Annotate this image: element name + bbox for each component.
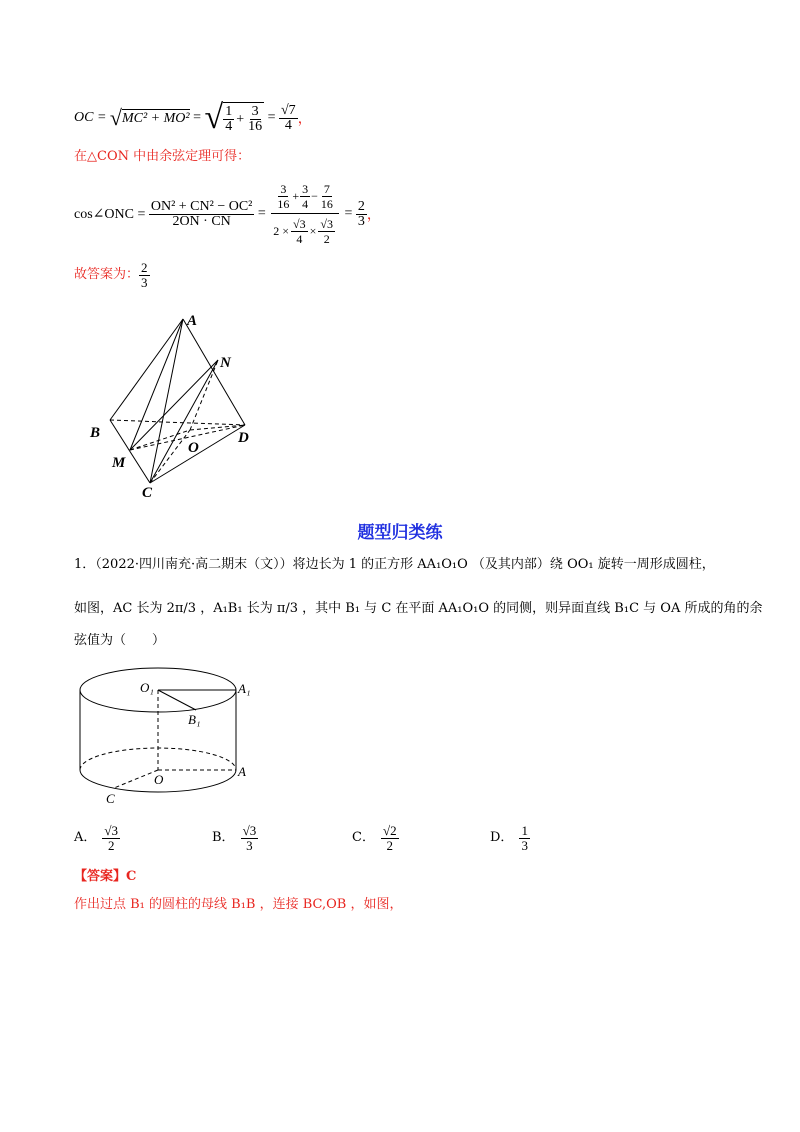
oc-frac1-den: 4 xyxy=(225,119,233,134)
option-a-num: √3 xyxy=(104,822,119,838)
cos-t1-d: 16 xyxy=(277,196,290,211)
oc-frac3 xyxy=(279,104,298,133)
answer-line xyxy=(74,258,150,292)
fig2-label-A1: A₁ xyxy=(238,681,251,696)
cos-big-den: 2 × $\frac{√3}{4}$ × $\frac{√3}{2}$ xyxy=(273,216,334,246)
option-d-frac xyxy=(519,824,530,853)
fig1-label-N: N xyxy=(220,355,231,371)
answer-frac xyxy=(139,261,150,290)
cos-b1-n: √3 xyxy=(293,216,306,231)
option-b-letter: B． xyxy=(212,830,235,845)
explanation: 作出过点 B₁ 的圆柱的母线 B₁B ，连接 BC,OB ，如图， xyxy=(74,897,403,912)
fig1-label-M: M xyxy=(112,455,126,471)
fig1-label-D: D xyxy=(238,430,249,446)
cos-result-num: 2 xyxy=(357,198,365,214)
cos-b1-d: 4 xyxy=(296,231,303,246)
option-a[interactable] xyxy=(74,818,120,858)
option-b-den: 3 xyxy=(246,837,253,853)
option-c-den: 2 xyxy=(386,837,394,853)
cos-b2-d: 2 xyxy=(323,231,330,246)
oc-frac2-num: 3 xyxy=(251,104,259,119)
cos-b2-n: √3 xyxy=(320,216,334,231)
section-title: 题型归类练 xyxy=(357,523,443,543)
tetrahedron-figure xyxy=(80,305,280,505)
option-c-num: √2 xyxy=(382,822,397,838)
option-d-den: 3 xyxy=(521,837,528,853)
option-d[interactable] xyxy=(490,818,530,858)
option-a-den: 2 xyxy=(107,837,115,853)
question-line-3: 弦值为（ ） xyxy=(74,633,166,648)
answer-num: 2 xyxy=(141,259,148,275)
option-d-num: 1 xyxy=(521,822,528,838)
oc-tail: ， xyxy=(297,112,312,127)
oc-lhs: OC = xyxy=(74,110,107,125)
option-c-letter: C． xyxy=(352,830,375,845)
oc-frac3-den: 4 xyxy=(284,117,292,133)
option-b[interactable] xyxy=(212,818,258,858)
cos-result-den: 3 xyxy=(357,213,365,229)
cos-t2-n: 3 xyxy=(302,181,309,196)
option-b-num: √3 xyxy=(242,822,257,838)
answer-den: 3 xyxy=(141,274,148,290)
fig2-label-A: A xyxy=(238,764,246,779)
fig1-label-O: O xyxy=(188,440,199,456)
cos-result xyxy=(356,200,367,229)
oc-frac3-num: √7 xyxy=(281,102,296,118)
cos-big-num: $\frac{3}{16}$ + $\frac{3}{4}$ − $\frac{7}{16}$ xyxy=(271,180,339,214)
cos-t1-n: 3 xyxy=(280,181,287,196)
fig1-label-C: C xyxy=(142,485,153,501)
oc-frac2-den: 16 xyxy=(248,119,263,134)
oc-frac1 xyxy=(223,105,234,134)
oc-radicand: MC² + MO² xyxy=(121,111,190,126)
option-c-frac xyxy=(381,824,399,853)
fig2-label-B1: B₁ xyxy=(188,712,201,727)
cos-main-den: 2ON · CN xyxy=(172,213,231,229)
cos-t2-d: 4 xyxy=(302,196,309,211)
cosine-note: 在△CON 中由余弦定理可得： xyxy=(74,149,251,164)
oc-frac1-num: 1 xyxy=(225,104,233,119)
oc-sqrt2: √ $\frac{1}{4}$ + $\frac{3}{16}$ xyxy=(204,99,263,136)
fig2-label-O1: O₁ xyxy=(140,680,154,695)
oc-eq2: = xyxy=(267,110,276,125)
cos-lhs: cos∠ONC = xyxy=(74,206,146,222)
cos-big-frac xyxy=(269,180,341,249)
answer-label: 故答案为： xyxy=(74,267,140,282)
option-b-frac xyxy=(241,824,259,853)
option-d-letter: D． xyxy=(490,830,514,845)
fig2-label-C: C xyxy=(106,791,115,806)
question-line-1: 1．（2022·四川南充·高二期末（文））将边长为 1 的正方形 AA₁O₁O （及其内部）绕 OO₁ 旋转一周形成圆柱， xyxy=(74,557,715,572)
option-a-frac xyxy=(102,824,120,853)
cos-tail: ， xyxy=(366,208,381,223)
option-a-letter: A． xyxy=(74,830,97,845)
cos-main-frac xyxy=(149,200,255,229)
cos-eq1: = xyxy=(257,206,266,221)
cos-eq2: = xyxy=(344,206,353,221)
cos-t3-n: 7 xyxy=(323,181,330,196)
oc-plus: + xyxy=(236,111,245,127)
fig1-label-B: B xyxy=(90,425,101,441)
option-c[interactable] xyxy=(352,818,399,858)
cylinder-figure xyxy=(70,660,270,810)
fig1-label-A: A xyxy=(187,313,198,329)
answer-tag: 【答案】C xyxy=(74,869,137,884)
fig2-label-O: O xyxy=(154,772,164,787)
formula-cos xyxy=(74,172,381,256)
oc-eq1: = xyxy=(193,110,202,125)
cos-main-num: ON² + CN² − OC² xyxy=(150,198,253,214)
cos-t3-d: 16 xyxy=(320,196,333,211)
oc-frac2 xyxy=(246,105,264,134)
question-line-2: 如图，AC 长为 2π/3 ，A₁B₁ 长为 π/3 ，其中 B₁ 与 C 在平面 AA₁O₁O 的同侧，则异面直线 B₁C 与 OA 所成的角的余 xyxy=(74,601,763,616)
oc-sqrt: √ MC² + MO² xyxy=(109,105,190,130)
formula-oc xyxy=(74,96,312,140)
